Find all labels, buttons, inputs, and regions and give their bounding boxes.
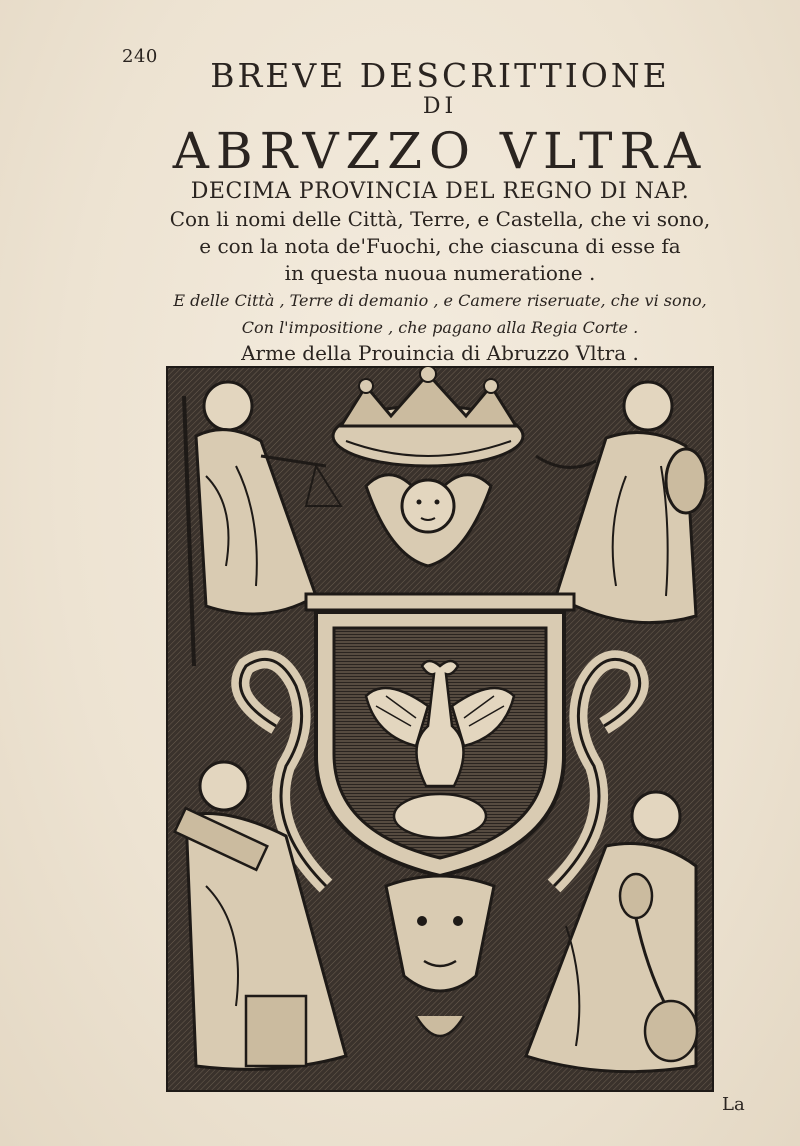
body-line-2: e con la nota de'Fuochi, che ciascuna di esse fa <box>199 234 681 258</box>
body-line-1: Con li nomi delle Città, Terre, e Castella, che vi sono, <box>169 207 711 231</box>
title-line-2: DI <box>422 94 458 119</box>
catchword: La <box>722 1094 745 1115</box>
italic-line-1: E delle Città , Terre di demanio , e Camere riseruate, che vi sono, <box>173 291 707 310</box>
title-block <box>100 52 780 366</box>
page-number: 240 <box>122 46 158 67</box>
woodcut-caption: Arme della Prouincia di Abruzzo Vltra . <box>241 341 639 365</box>
coat-of-arms-woodcut <box>166 366 714 1092</box>
crown-icon <box>333 366 523 466</box>
body-line-3: in questa nuoua numeratione . <box>284 261 596 285</box>
title-line-1: BREVE DESCRITTIONE <box>210 56 670 95</box>
italic-line-2: Con l'impositione , che pagano alla Regia Corte . <box>241 318 639 337</box>
title-main: ABRVZZO VLTRA <box>172 122 708 180</box>
subtitle: DECIMA PROVINCIA DEL REGNO DI NAP. <box>190 179 690 204</box>
